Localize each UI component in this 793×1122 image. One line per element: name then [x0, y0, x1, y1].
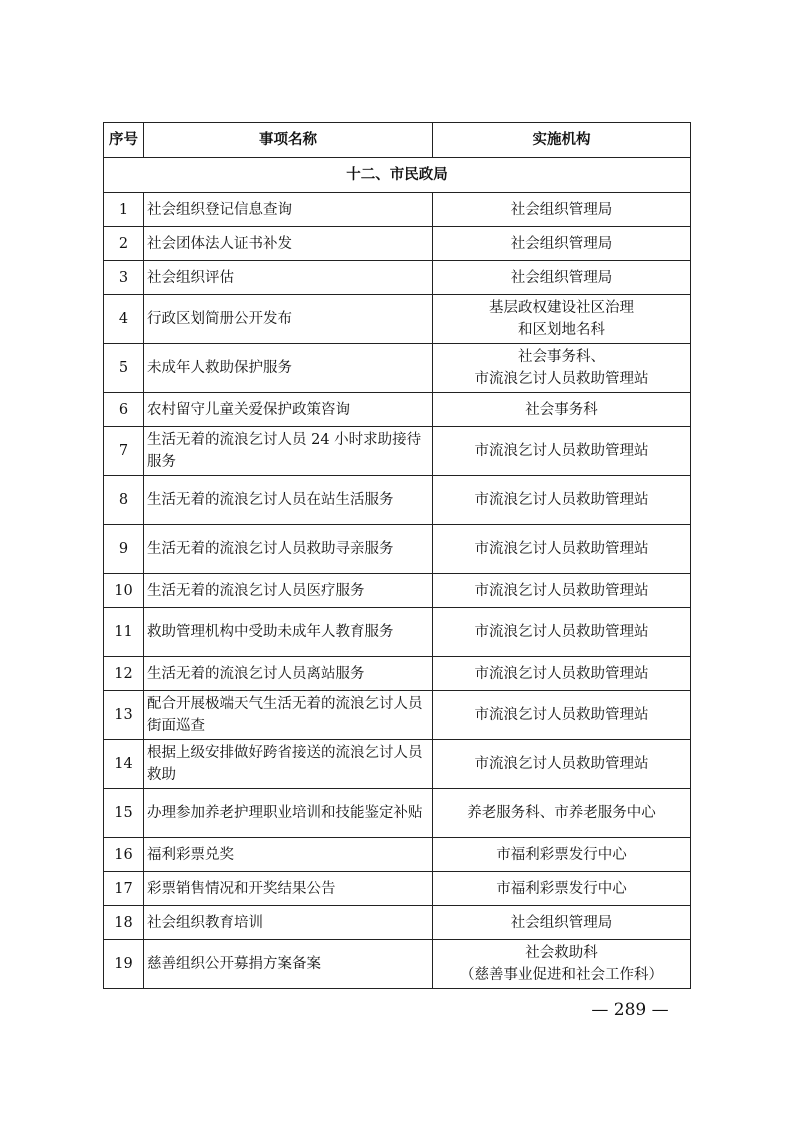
row-agency	[433, 261, 691, 295]
row-index: 12	[104, 657, 144, 691]
row-agency	[433, 691, 691, 740]
table-row	[104, 608, 691, 657]
table-row	[104, 261, 691, 295]
agency-line: 市流浪乞讨人员救助管理站	[474, 371, 649, 387]
table-row	[104, 657, 691, 691]
agency-line: 市福利彩票发行中心	[496, 846, 627, 863]
row-item-name: 救助管理机构中受助未成年人教育服务	[144, 608, 433, 657]
row-item-name: 生活无着的流浪乞讨人员 24 小时求助接待服务	[144, 427, 433, 476]
row-index: 19	[104, 940, 144, 989]
row-agency	[433, 608, 691, 657]
row-index: 13	[104, 691, 144, 740]
row-item-name: 慈善组织公开募捐方案备案	[144, 940, 433, 989]
page-number: — 289 —	[591, 1000, 669, 1020]
row-agency	[433, 838, 691, 872]
agency-line: 市流浪乞讨人员救助管理站	[474, 707, 649, 723]
row-agency	[433, 872, 691, 906]
row-item-name: 生活无着的流浪乞讨人员离站服务	[144, 657, 433, 691]
row-index: 5	[104, 344, 144, 393]
agency-line: 社会事务科、	[518, 349, 605, 365]
row-item-name: 未成年人救助保护服务	[144, 344, 433, 393]
agency-line: 市流浪乞讨人员救助管理站	[474, 756, 649, 772]
table-row	[104, 525, 691, 574]
row-item-name: 彩票销售情况和开奖结果公告	[144, 872, 433, 906]
row-agency	[433, 344, 691, 393]
header-item-name: 事项名称	[144, 123, 433, 158]
row-agency	[433, 525, 691, 574]
row-item-name: 社会组织登记信息查询	[144, 193, 433, 227]
table-row	[104, 940, 691, 989]
table-row	[104, 476, 691, 525]
row-item-name: 行政区划简册公开发布	[144, 295, 433, 344]
row-item-name: 根据上级安排做好跨省接送的流浪乞讨人员救助	[144, 740, 433, 789]
agency-line: 和区划地名科	[518, 322, 605, 338]
row-item-name: 办理参加养老护理职业培训和技能鉴定补贴	[144, 789, 433, 838]
row-item-name: 社会团体法人证书补发	[144, 227, 433, 261]
row-item-name: 福利彩票兑奖	[144, 838, 433, 872]
agency-line: 基层政权建设社区治理	[489, 300, 634, 316]
table-row	[104, 838, 691, 872]
row-index: 10	[104, 574, 144, 608]
agency-line: 社会组织管理局	[510, 914, 613, 931]
row-index: 16	[104, 838, 144, 872]
row-agency	[433, 657, 691, 691]
agency-line: 社会组织管理局	[510, 201, 613, 218]
agency-line: 社会组织管理局	[510, 269, 613, 286]
section-row	[104, 158, 691, 193]
header-agency: 实施机构	[433, 123, 691, 158]
table-row	[104, 295, 691, 344]
row-agency	[433, 193, 691, 227]
row-index: 11	[104, 608, 144, 657]
agency-line: 养老服务科、市养老服务中心	[467, 805, 656, 821]
table-row	[104, 574, 691, 608]
header-index: 序号	[104, 123, 144, 158]
row-item-name: 农村留守儿童关爱保护政策咨询	[144, 393, 433, 427]
row-item-name: 生活无着的流浪乞讨人员救助寻亲服务	[144, 525, 433, 574]
row-item-name: 社会组织教育培训	[144, 906, 433, 940]
table-row	[104, 691, 691, 740]
agency-line: 市流浪乞讨人员救助管理站	[474, 665, 649, 682]
agency-line: 市流浪乞讨人员救助管理站	[474, 443, 649, 459]
row-agency	[433, 393, 691, 427]
row-index: 2	[104, 227, 144, 261]
row-index: 9	[104, 525, 144, 574]
row-index: 17	[104, 872, 144, 906]
row-agency	[433, 906, 691, 940]
row-item-name: 社会组织评估	[144, 261, 433, 295]
agency-line: （慈善事业促进和社会工作科）	[460, 967, 663, 983]
row-agency	[433, 295, 691, 344]
agency-line: 社会事务科	[525, 401, 598, 418]
row-index: 8	[104, 476, 144, 525]
agency-line: 社会救助科	[525, 945, 598, 961]
row-item-name: 生活无着的流浪乞讨人员在站生活服务	[144, 476, 433, 525]
service-items-table	[103, 122, 691, 989]
row-item-name: 生活无着的流浪乞讨人员医疗服务	[144, 574, 433, 608]
row-index: 18	[104, 906, 144, 940]
agency-line: 市福利彩票发行中心	[496, 880, 627, 897]
table-row	[104, 427, 691, 476]
row-agency	[433, 574, 691, 608]
row-item-name: 配合开展极端天气生活无着的流浪乞讨人员街面巡查	[144, 691, 433, 740]
table-row	[104, 789, 691, 838]
table-row	[104, 906, 691, 940]
agency-line: 社会组织管理局	[510, 235, 613, 252]
row-index: 4	[104, 295, 144, 344]
row-agency	[433, 476, 691, 525]
row-index: 3	[104, 261, 144, 295]
agency-line: 市流浪乞讨人员救助管理站	[474, 541, 649, 557]
table-row	[104, 872, 691, 906]
table-row	[104, 344, 691, 393]
row-agency	[433, 740, 691, 789]
agency-line: 市流浪乞讨人员救助管理站	[474, 582, 649, 599]
row-index: 7	[104, 427, 144, 476]
row-agency	[433, 427, 691, 476]
table-row	[104, 740, 691, 789]
agency-line: 市流浪乞讨人员救助管理站	[474, 492, 649, 508]
row-index: 14	[104, 740, 144, 789]
row-index: 15	[104, 789, 144, 838]
table-row	[104, 393, 691, 427]
row-agency	[433, 789, 691, 838]
row-index: 6	[104, 393, 144, 427]
section-title: 十二、市民政局	[104, 158, 691, 193]
table-row	[104, 193, 691, 227]
row-agency	[433, 940, 691, 989]
row-index: 1	[104, 193, 144, 227]
table-header-row	[104, 123, 691, 158]
table-row	[104, 227, 691, 261]
agency-line: 市流浪乞讨人员救助管理站	[474, 624, 649, 640]
row-agency	[433, 227, 691, 261]
